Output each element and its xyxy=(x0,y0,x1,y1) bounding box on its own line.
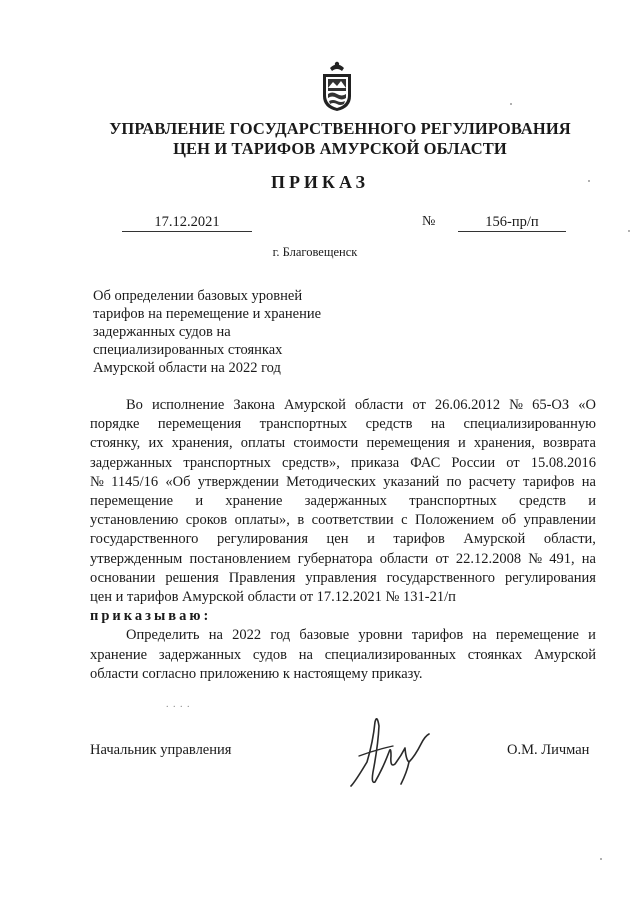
word: на xyxy=(208,627,223,644)
word: хранения, xyxy=(473,435,535,452)
subject-line: специализированных стоянках xyxy=(93,342,283,358)
preamble-paragraph xyxy=(90,396,596,588)
word: транспортных xyxy=(409,493,497,510)
word: об xyxy=(501,512,517,529)
word: задержанных xyxy=(158,646,242,663)
word: Амурской xyxy=(463,531,526,548)
word: перемещения xyxy=(366,435,450,452)
scan-speck xyxy=(600,858,602,860)
document-title: ПРИКАЗ xyxy=(270,172,370,192)
word: 1145/16 xyxy=(111,473,159,490)
body-line xyxy=(90,473,596,492)
subject-line: Об определении базовых уровней xyxy=(93,288,303,304)
word: 22.12.2008 xyxy=(455,550,522,567)
word: и xyxy=(195,493,204,510)
word: тарифов xyxy=(411,627,464,644)
word: указаний xyxy=(383,473,440,490)
subject-line: задержанных судов на xyxy=(93,324,231,340)
word: 15.08.2016 xyxy=(530,454,596,471)
word: Положением xyxy=(414,512,495,529)
signatory-position: Начальник управления xyxy=(90,742,232,758)
subject-line: Амурской области на 2022 год xyxy=(93,360,281,376)
word: в xyxy=(297,512,305,529)
scan-speck xyxy=(588,180,590,182)
word: перемещения xyxy=(157,416,242,433)
word: сроков xyxy=(185,512,228,529)
organization-name-line-2: ЦЕН И ТАРИФОВ АМУРСКОЙ ОБЛАСТИ xyxy=(173,139,507,158)
word: «О xyxy=(578,397,596,413)
order-number: 156-пр/п xyxy=(458,213,566,232)
word: № xyxy=(528,550,543,567)
word: на xyxy=(298,646,313,663)
word: установлению xyxy=(90,512,179,529)
order-date: 17.12.2021 xyxy=(122,213,252,232)
word: порядке xyxy=(90,416,140,433)
word: № xyxy=(90,473,104,490)
preamble-last-line: цен и тарифов Амурской области от 17.12.2021 № 131-21/п xyxy=(90,589,456,606)
word: постановлением xyxy=(189,550,291,567)
order-subject xyxy=(93,287,353,377)
word: стоянках xyxy=(467,646,523,663)
word: оплаты», xyxy=(234,512,290,529)
resolution-last-line: области согласно приложению к настоящему приказу. xyxy=(90,665,423,682)
word: области xyxy=(354,397,404,413)
body-line xyxy=(90,646,596,665)
word: России xyxy=(451,454,496,471)
resolution-paragraph xyxy=(90,626,596,664)
body-line xyxy=(90,396,596,415)
word: 26.06.2012 xyxy=(434,397,501,413)
scan-speck xyxy=(510,103,512,105)
word: № xyxy=(509,397,524,413)
word: год xyxy=(270,627,291,644)
word: и xyxy=(588,627,596,644)
word: хранения, xyxy=(171,435,233,452)
word: Во xyxy=(126,397,143,413)
word: на xyxy=(581,473,596,490)
word: от xyxy=(435,550,449,567)
word: и xyxy=(588,493,596,510)
body-line xyxy=(90,569,596,588)
word: Амурской xyxy=(283,397,346,413)
word: специализированную xyxy=(463,416,596,433)
resolve-word: приказываю: xyxy=(90,608,212,625)
subject-line: тарифов на перемещение и хранение xyxy=(93,306,322,322)
order-body xyxy=(90,396,596,684)
word: судов xyxy=(252,646,287,663)
word: и xyxy=(367,531,375,548)
word: транспортных xyxy=(259,416,348,433)
word: перемещение xyxy=(90,493,174,510)
word: уровни xyxy=(358,627,403,644)
city-name: г. Благовещенск xyxy=(272,245,358,259)
word: управления xyxy=(305,569,377,586)
word: их xyxy=(148,435,164,452)
word: основании xyxy=(90,569,156,586)
scan-artifact: . . . . xyxy=(166,699,191,710)
word: государственного xyxy=(90,531,199,548)
word: соответствии xyxy=(311,512,394,529)
word: 2022 xyxy=(232,627,262,644)
word: цен xyxy=(326,531,349,548)
coat-of-arms-icon xyxy=(320,60,354,112)
word: задержанных xyxy=(90,454,173,471)
body-line xyxy=(90,626,596,645)
word: расчету xyxy=(468,473,516,490)
word: тарифов xyxy=(523,473,575,490)
word: на xyxy=(581,550,596,567)
word: от xyxy=(506,454,520,471)
word: стоимости xyxy=(293,435,359,452)
word: управлении xyxy=(523,512,596,529)
word: Методических xyxy=(286,473,377,490)
body-line xyxy=(90,415,596,434)
word: на xyxy=(472,627,487,644)
body-line xyxy=(90,434,596,453)
word: государственного xyxy=(386,569,495,586)
word: специализированных xyxy=(324,646,456,663)
body-line xyxy=(90,550,596,569)
organization-name-line-1: УПРАВЛЕНИЕ ГОСУДАРСТВЕННОГО РЕГУЛИРОВАНИЯ xyxy=(109,119,571,138)
body-line xyxy=(90,454,596,473)
word: приказа xyxy=(350,454,400,471)
word: средств», xyxy=(282,454,340,471)
signatory-name: О.М. Личман xyxy=(507,742,590,758)
word: задержанных xyxy=(304,493,387,510)
word: тарифов xyxy=(393,531,445,548)
word: области, xyxy=(543,531,596,548)
word: стоянку, xyxy=(90,435,141,452)
body-line xyxy=(90,492,596,511)
word: «Об xyxy=(165,473,191,490)
word: Амурской xyxy=(534,646,596,663)
word: транспортных xyxy=(183,454,271,471)
word: исполнение xyxy=(151,397,225,413)
word: средств xyxy=(519,493,566,510)
word: возврата xyxy=(543,435,596,452)
word: по xyxy=(446,473,462,490)
word: от xyxy=(412,397,426,413)
word: на xyxy=(430,416,446,433)
word: перемещение xyxy=(495,627,579,644)
body-line xyxy=(90,530,596,549)
word: Закона xyxy=(233,397,275,413)
word: утвержденным xyxy=(90,550,183,567)
word: регулирования xyxy=(216,531,308,548)
number-sign: № xyxy=(422,214,436,229)
scan-speck xyxy=(628,230,630,232)
word: решения xyxy=(165,569,219,586)
word: хранение xyxy=(90,646,148,663)
word: средств xyxy=(365,416,413,433)
body-line xyxy=(90,511,596,530)
word: хранение xyxy=(225,493,283,510)
word: и xyxy=(457,435,466,452)
word: 491, xyxy=(549,550,575,567)
word: губернатора xyxy=(297,550,373,567)
word: оплаты xyxy=(240,435,286,452)
word: утверждении xyxy=(197,473,279,490)
word: Правления xyxy=(228,569,296,586)
word: ФАС xyxy=(410,454,441,471)
word: области xyxy=(379,550,429,567)
word: 65-ОЗ xyxy=(532,397,570,413)
word: регулирования xyxy=(504,569,596,586)
word: с xyxy=(401,512,408,529)
word: базовые xyxy=(299,627,350,644)
handwritten-signature-icon xyxy=(345,712,435,790)
word: Определить xyxy=(126,627,200,644)
